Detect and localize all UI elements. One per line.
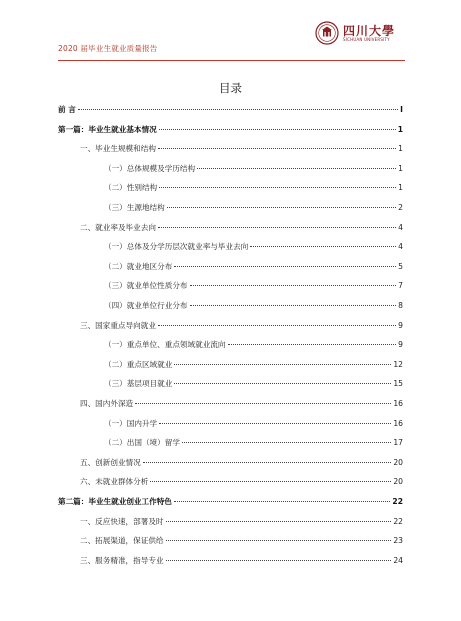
toc-entry-page-number: 5: [398, 261, 403, 271]
toc-entry-page-number: 8: [398, 301, 403, 310]
toc-leader-dots: [174, 364, 391, 365]
toc-leader-dots: [159, 187, 396, 188]
toc-entry-page-number: 12: [393, 359, 403, 369]
toc-leader-dots: [167, 207, 396, 208]
toc-entry-label: 四、国内外深造: [80, 399, 134, 408]
toc-entry-label: 三、服务精准，指导专业: [80, 555, 164, 565]
toc-entry-label: （二）就业地区分布: [104, 261, 173, 271]
toc-leader-dots: [174, 501, 391, 502]
toc-entry-page-number: 16: [393, 399, 403, 408]
toc-entry-page-number: 1: [397, 124, 403, 134]
toc-leader-dots: [159, 423, 391, 424]
toc-entry-label: （二）出国（境）留学: [104, 438, 180, 448]
toc-entry-label: （一）重点单位、重点领域就业流向: [104, 340, 226, 350]
toc-entry[interactable]: [80, 535, 403, 549]
toc-entry[interactable]: [104, 359, 403, 373]
university-name-en: SICHUAN UNIVERSITY: [343, 37, 390, 42]
toc-entry[interactable]: [80, 222, 403, 236]
toc-entry-page-number: 15: [393, 379, 403, 389]
toc-entry-page-number: 16: [393, 418, 403, 428]
toc-entry-page-number: 24: [393, 555, 403, 565]
toc-leader-dots: [174, 383, 391, 384]
toc-entry-page-number: 1: [398, 183, 403, 193]
toc-entry-label: （三）基层项目就业: [104, 379, 173, 389]
toc-entry[interactable]: [104, 378, 403, 392]
header-divider: [58, 60, 405, 61]
toc-entry[interactable]: [104, 241, 403, 255]
toc-entry[interactable]: [80, 398, 403, 412]
toc-entry-page-number: 23: [393, 536, 403, 546]
toc-entry-label: 前 言: [58, 105, 76, 114]
university-name-cn: 四川大學: [343, 24, 396, 38]
toc-entry-page-number: 9: [398, 320, 403, 330]
report-header-title: 2020 届毕业生就业质量报告: [58, 44, 158, 53]
toc-entry-label: 六、未就业群体分析: [80, 477, 149, 487]
toc-entry[interactable]: [104, 418, 403, 432]
toc-entry[interactable]: [104, 163, 403, 177]
toc-entry[interactable]: [104, 437, 403, 451]
toc-entry-page-number: 4: [398, 242, 403, 252]
toc-entry-label: 三、国家重点导向就业: [80, 320, 156, 330]
toc-title: 目录: [219, 81, 242, 95]
toc-entry-page-number: 20: [393, 477, 403, 487]
toc-entry-label: 二、就业率及毕业去向: [80, 222, 156, 232]
toc-entry-page-number: 9: [398, 340, 403, 350]
toc-entry-label: 第一篇：毕业生就业基本情况: [58, 124, 157, 134]
toc-leader-dots: [190, 305, 397, 306]
toc-entry-label: （三）就业单位性质分布: [104, 281, 188, 291]
toc-entry[interactable]: [104, 339, 403, 353]
toc-entry-label: 第二篇：毕业生就业创业工作特色: [58, 497, 172, 506]
toc-entry[interactable]: [104, 261, 403, 275]
toc-leader-dots: [135, 403, 391, 404]
toc-leader-dots: [182, 442, 391, 443]
toc-entry-page-number: 20: [393, 457, 403, 467]
toc-leader-dots: [159, 129, 396, 130]
toc-entry-label: 一、反应快速，部署及时: [80, 516, 164, 526]
toc-leader-dots: [158, 227, 396, 228]
toc-entry-page-number: 17: [393, 438, 403, 448]
toc-entry[interactable]: [58, 496, 403, 510]
toc-leader-dots: [158, 325, 396, 326]
toc-entry[interactable]: [104, 300, 403, 314]
toc-entry-label: （二）重点区域就业: [104, 359, 173, 369]
toc-entry-label: （一）总体规模及学历结构: [104, 163, 196, 173]
toc-entry[interactable]: [104, 280, 403, 294]
toc-leader-dots: [174, 266, 396, 267]
toc-leader-dots: [250, 246, 396, 247]
toc-leader-dots: [228, 344, 397, 345]
toc-entry[interactable]: [58, 104, 403, 118]
toc-entry-page-number: 22: [393, 516, 403, 526]
toc-entry-label: （三）生源地结构: [104, 203, 165, 212]
toc-leader-dots: [190, 285, 397, 286]
toc-entry-page-number: 7: [398, 281, 403, 291]
toc-leader-dots: [143, 462, 392, 463]
toc-entry[interactable]: [80, 320, 403, 334]
toc-leader-dots: [150, 481, 391, 482]
toc-leader-dots: [158, 148, 396, 149]
toc-entry[interactable]: [104, 202, 403, 216]
toc-entry-page-number: 22: [392, 497, 403, 506]
university-logo: [315, 21, 415, 47]
toc-entry[interactable]: [80, 476, 403, 490]
toc-entry-label: 五、创新创业情况: [80, 457, 141, 467]
toc-entry-label: （一）国内升学: [104, 418, 158, 428]
toc-entry-page-number: I: [400, 105, 403, 114]
toc-entry-page-number: 2: [398, 203, 403, 212]
university-seal-icon: [315, 21, 339, 45]
toc-entry-label: （一）总体及分学历层次就业率与毕业去向: [104, 242, 249, 252]
toc-entry[interactable]: [80, 516, 403, 530]
toc-leader-dots: [166, 521, 392, 522]
toc-entry[interactable]: [80, 143, 403, 157]
toc-entry-page-number: 1: [398, 163, 403, 173]
toc-entry[interactable]: [80, 457, 403, 471]
toc-entry[interactable]: [104, 182, 403, 196]
toc-entry[interactable]: [80, 555, 403, 569]
toc-entry-label: （四）就业单位行业分布: [104, 301, 188, 310]
toc-entry-page-number: 1: [398, 144, 403, 154]
toc-entry-label: （二）性别结构: [104, 183, 158, 193]
toc-entry-label: 一、毕业生规模和结构: [80, 144, 156, 154]
toc-leader-dots: [166, 540, 392, 541]
toc-leader-dots: [78, 109, 398, 110]
toc-entry-label: 二、拓展渠道，保证供给: [80, 536, 164, 546]
toc-entry[interactable]: [58, 124, 403, 138]
toc-leader-dots: [166, 560, 392, 561]
toc-leader-dots: [197, 168, 396, 169]
toc-entry-page-number: 4: [398, 222, 403, 232]
